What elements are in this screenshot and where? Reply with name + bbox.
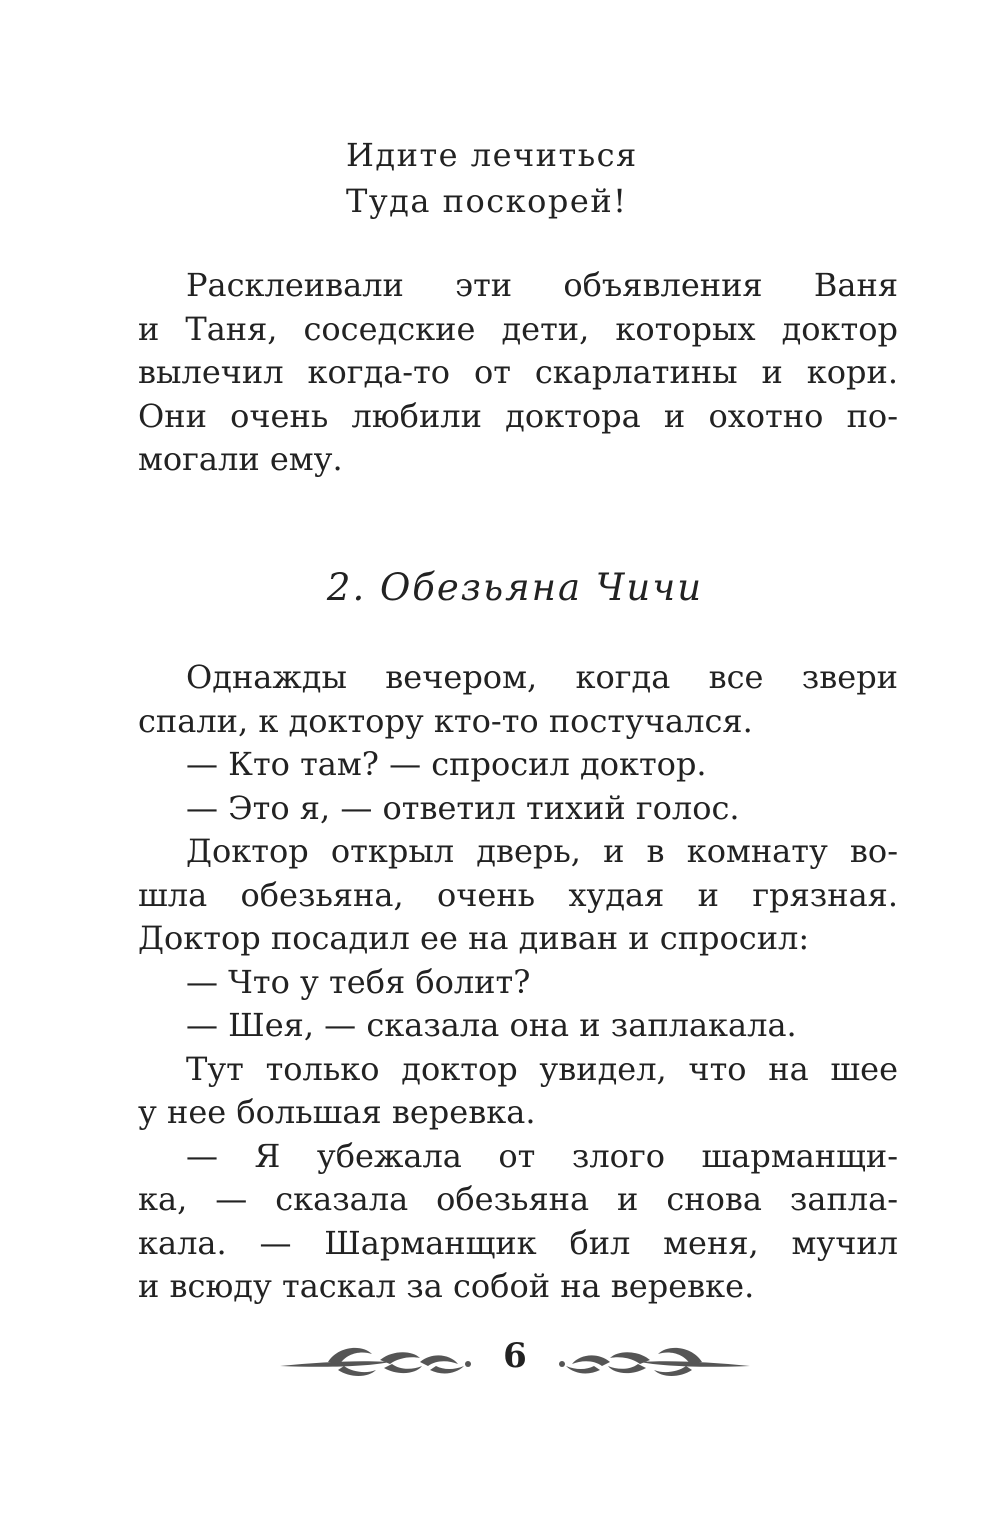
page-number: 6 xyxy=(503,1336,527,1376)
dialogue-line: — Это я, — ответил тихий голос. xyxy=(186,788,740,827)
dialogue-line: и всюду таскал за собой на веревке. xyxy=(138,1267,755,1305)
text-line: Тут только доктор увидел, что на шее xyxy=(186,1049,898,1088)
text-line: Расклеивали эти объявления Ваня xyxy=(186,266,898,304)
dialogue-line: — Что у тебя болит? xyxy=(186,962,531,1001)
text-line: Доктор посадил ее на диван и спросил: xyxy=(138,919,810,957)
text-line: Однажды вечером, когда все звери xyxy=(186,658,898,696)
text-line: спали, к доктору кто-то постучался. xyxy=(138,701,753,740)
dialogue-line: — Я убежала от злого шарманщи- xyxy=(186,1136,898,1175)
dialogue-line: кала. — Шарманщик бил меня, мучил xyxy=(138,1223,898,1262)
page-footer xyxy=(280,1332,750,1392)
text-line: Доктор открыл дверь, и в комнату во- xyxy=(186,832,898,870)
text-line: шла обезьяна, очень худая и грязная. xyxy=(138,875,898,914)
text-line: у нее большая веревка. xyxy=(138,1093,536,1131)
text-line: могали ему. xyxy=(138,440,343,478)
chapter-title: 2. Обезьяна Чичи xyxy=(326,566,704,609)
flourish-right-icon xyxy=(550,1332,750,1392)
dialogue-line: ка, — сказала обезьяна и снова запла- xyxy=(138,1180,898,1218)
text-line: и Таня, соседские дети, которых доктор xyxy=(138,309,898,348)
verse-line: Туда поскорей! xyxy=(346,182,628,220)
paragraph xyxy=(138,656,898,1309)
verse-line: Идите лечиться xyxy=(346,136,638,174)
dialogue-line: — Шея, — сказала она и заплакала. xyxy=(186,1006,797,1044)
text-line: Они очень любили доктора и охотно по- xyxy=(138,396,898,435)
flourish-left-icon xyxy=(280,1332,480,1392)
verse-block xyxy=(346,132,638,224)
dialogue-line: — Кто там? — спросил доктор. xyxy=(186,745,707,783)
text-line: вылечил когда-то от скарлатины и кори. xyxy=(138,353,898,391)
paragraph xyxy=(138,264,898,482)
